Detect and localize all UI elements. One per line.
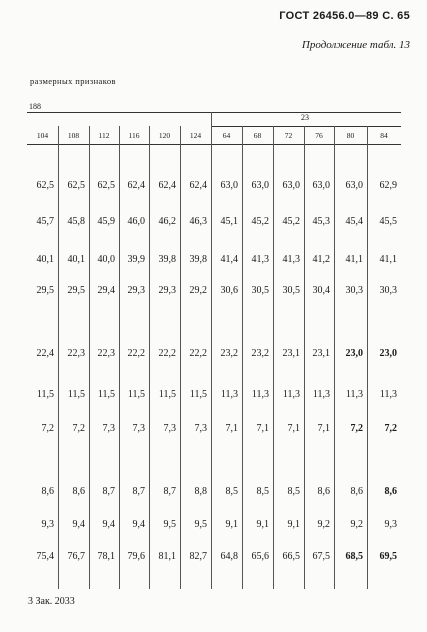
table-cell: 7,1 (225, 423, 238, 434)
table-cell: 63,0 (220, 180, 238, 191)
column-header: 124 (189, 131, 202, 140)
table-cell: 9,1 (287, 519, 300, 530)
table-cell: 29,4 (97, 285, 115, 296)
table-cell: 40,1 (36, 254, 54, 265)
table-cell: 62,9 (379, 180, 397, 191)
table-cell: 23,1 (282, 348, 300, 359)
table-cell: 78,1 (97, 551, 115, 562)
column-header: 112 (98, 131, 110, 140)
table-cell: 8,5 (256, 486, 269, 497)
column-header: 72 (284, 131, 293, 140)
table-cell: 23,2 (251, 348, 269, 359)
table-cell: 22,2 (127, 348, 145, 359)
table-cell: 7,3 (132, 423, 145, 434)
table-cell: 45,9 (97, 216, 115, 227)
table-cell: 82,7 (189, 551, 207, 562)
continuation-label: Продолжение табл. 13 (301, 39, 410, 51)
table-cell: 63,0 (345, 180, 363, 191)
column-header: 108 (67, 131, 80, 140)
table-cell: 11,5 (127, 389, 145, 400)
table-cell: 29,5 (67, 285, 85, 296)
table-cell: 9,4 (102, 519, 115, 530)
table-cell: 75,4 (36, 551, 54, 562)
table-cell: 45,7 (36, 216, 54, 227)
table-cell: 11,3 (220, 389, 238, 400)
column-header: 68 (253, 131, 262, 140)
table-cell: 39,9 (127, 254, 145, 265)
table-cell: 41,4 (220, 254, 238, 265)
table-cell: 45,2 (282, 216, 300, 227)
table-cell: 41,3 (251, 254, 269, 265)
table-cell: 7,2 (72, 423, 85, 434)
table-cell: 69,5 (379, 551, 397, 562)
table-cell: 30,3 (379, 285, 397, 296)
page-header: ГОСТ 26456.0—89 С. 65 (279, 10, 410, 22)
table-cell: 7,1 (256, 423, 269, 434)
table-cell: 8,7 (163, 486, 176, 497)
table-cell: 29,3 (158, 285, 176, 296)
table-cell: 63,0 (312, 180, 330, 191)
table-cell: 63,0 (282, 180, 300, 191)
table-cell: 45,4 (345, 216, 363, 227)
table-cell: 62,5 (67, 180, 85, 191)
table-cell: 11,3 (379, 389, 397, 400)
table-cell: 11,5 (36, 389, 54, 400)
column-header: 104 (36, 131, 49, 140)
table-cell: 62,5 (36, 180, 54, 191)
table-cell: 23,1 (312, 348, 330, 359)
table-cell: 30,3 (345, 285, 363, 296)
table-cell: 11,3 (282, 389, 300, 400)
column-header: 84 (380, 131, 388, 140)
table-cell: 65,6 (251, 551, 269, 562)
table-cell: 9,2 (350, 519, 363, 530)
table-cell: 45,2 (251, 216, 269, 227)
table-cell: 7,2 (384, 423, 397, 434)
table-cell: 9,1 (225, 519, 238, 530)
table-cell: 46,2 (158, 216, 176, 227)
table-cell: 30,6 (220, 285, 238, 296)
table-cell: 22,3 (67, 348, 85, 359)
table-cell: 41,1 (379, 254, 397, 265)
table-cell: 8,7 (102, 486, 115, 497)
table-cell: 63,0 (251, 180, 269, 191)
table-cell: 11,3 (251, 389, 269, 400)
table-cell: 66,5 (282, 551, 300, 562)
table-cell: 30,4 (312, 285, 330, 296)
data-table (27, 99, 401, 589)
table-cell: 23,0 (345, 348, 363, 359)
table-rule-group (211, 126, 401, 127)
table-cell: 62,4 (189, 180, 207, 191)
table-cell: 30,5 (251, 285, 269, 296)
table-cell: 40,0 (97, 254, 115, 265)
table-cell: 7,2 (350, 423, 363, 434)
table-cell: 30,5 (282, 285, 300, 296)
table-cell: 7,2 (41, 423, 54, 434)
page-footer: 3 Зак. 2033 (28, 596, 75, 607)
table-cell: 23,2 (220, 348, 238, 359)
table-cell: 62,4 (158, 180, 176, 191)
table-cell: 8,7 (132, 486, 145, 497)
table-cell: 7,3 (163, 423, 176, 434)
table-cell: 11,5 (97, 389, 115, 400)
table-cell: 9,1 (256, 519, 269, 530)
table-cell: 9,3 (384, 519, 397, 530)
table-cell: 39,8 (189, 254, 207, 265)
table-cell: 22,3 (97, 348, 115, 359)
table-cell: 39,8 (158, 254, 176, 265)
table-cell: 9,5 (194, 519, 207, 530)
table-cell: 9,3 (41, 519, 54, 530)
table-cell: 11,3 (312, 389, 330, 400)
column-header: 120 (158, 131, 171, 140)
table-cell: 11,5 (158, 389, 176, 400)
table-cell: 29,2 (189, 285, 207, 296)
table-cell: 8,6 (350, 486, 363, 497)
table-cell: 7,3 (102, 423, 115, 434)
table-cell: 46,3 (189, 216, 207, 227)
table-cell: 45,5 (379, 216, 397, 227)
table-subtitle: размерных признаков (30, 76, 116, 86)
table-cell: 8,5 (225, 486, 238, 497)
table-cell: 9,5 (163, 519, 176, 530)
table-cell: 22,2 (158, 348, 176, 359)
column-header: 64 (222, 131, 231, 140)
table-rule-top (27, 112, 401, 113)
table-cell: 41,3 (282, 254, 300, 265)
table-cell: 45,1 (220, 216, 238, 227)
table-cell: 8,5 (287, 486, 300, 497)
table-cell: 46,0 (127, 216, 145, 227)
table-cell: 8,8 (194, 486, 207, 497)
table-cell: 45,3 (312, 216, 330, 227)
column-header: 80 (346, 131, 355, 140)
table-cell: 23,0 (379, 348, 397, 359)
table-cell: 29,3 (127, 285, 145, 296)
column-header: 76 (315, 131, 323, 140)
table-cell: 7,1 (317, 423, 330, 434)
table-cell: 8,6 (384, 486, 397, 497)
group-label: 23 (301, 113, 309, 122)
column-header: 116 (128, 131, 140, 140)
table-cell: 8,6 (317, 486, 330, 497)
table-cell: 22,4 (36, 348, 54, 359)
table-cell: 76,7 (67, 551, 85, 562)
table-cell: 41,1 (345, 254, 363, 265)
table-cell: 68,5 (345, 551, 363, 562)
table-cell: 67,5 (312, 551, 330, 562)
table-cell: 7,1 (287, 423, 300, 434)
table-cell: 11,5 (67, 389, 85, 400)
top-left-label: 188 (29, 102, 41, 111)
table-cell: 9,4 (72, 519, 85, 530)
table-cell: 9,2 (317, 519, 330, 530)
table-cell: 22,2 (189, 348, 207, 359)
table-cell: 79,6 (127, 551, 145, 562)
table-cell: 64,8 (220, 551, 238, 562)
table-cell: 41,2 (312, 254, 330, 265)
table-cell: 11,5 (189, 389, 207, 400)
table-cell: 62,5 (97, 180, 115, 191)
table-cell: 40,1 (67, 254, 85, 265)
table-cell: 8,6 (41, 486, 54, 497)
table-cell: 81,1 (158, 551, 176, 562)
table-cell: 9,4 (132, 519, 145, 530)
table-cell: 45,8 (67, 216, 85, 227)
table-cell: 11,3 (345, 389, 363, 400)
table-cell: 8,6 (72, 486, 85, 497)
table-cell: 29,5 (36, 285, 54, 296)
table-cell: 62,4 (127, 180, 145, 191)
table-cell: 7,3 (194, 423, 207, 434)
table-rule-columns (27, 144, 401, 145)
